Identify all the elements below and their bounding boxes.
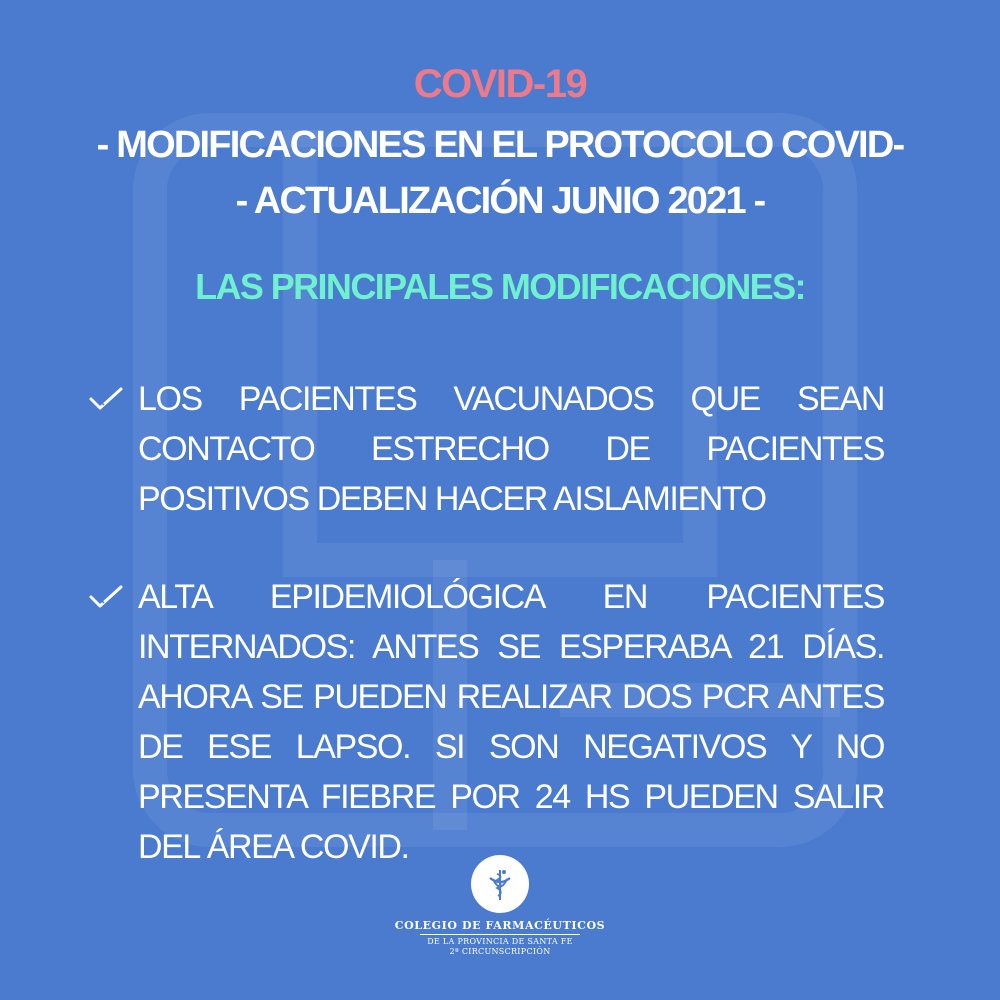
section-heading: LAS PRINCIPALES MODIFICACIONES: <box>195 266 805 307</box>
page-title: - MODIFICACIONES EN EL PROTOCOLO COVID- <box>96 124 904 166</box>
logo-circumscription: 2ª CIRCUNSCRIPCIÓN <box>449 947 551 956</box>
organization-logo <box>0 855 1000 957</box>
logo-badge <box>471 855 529 913</box>
logo-name: COLEGIO DE FARMACÉUTICOS <box>394 919 606 932</box>
list-item-text: LOS PACIENTES VACUNADOS QUE SEAN CONTACTO ESTRECHO DE PACIENTES POSITIVOS DEBEN HACER AISLAMIENTO <box>138 380 884 518</box>
logo-province: DE LA PROVINCIA DE SANTA FE <box>427 937 573 946</box>
list-item-text: ALTA EPIDEMIOLÓGICA EN PACIENTES INTERNADOS: ANTES SE ESPERABA 21 DÍAS. AHORA SE PUEDEN REALIZAR DOS PCR ANTES DE ESE LAPSO. SI SON NEGATIVOS Y NO PRESENTA FIEBRE POR 24 HS PUEDEN SALIR DEL ÁREA COVID. <box>138 578 884 866</box>
check-icon <box>88 386 124 412</box>
page-subtitle-date: - ACTUALIZACIÓN JUNIO 2021 - <box>235 180 765 222</box>
caduceus-icon <box>480 864 520 904</box>
check-icon <box>88 584 124 610</box>
covid-label: COVID-19 <box>413 62 587 106</box>
logo-divider <box>420 934 580 935</box>
